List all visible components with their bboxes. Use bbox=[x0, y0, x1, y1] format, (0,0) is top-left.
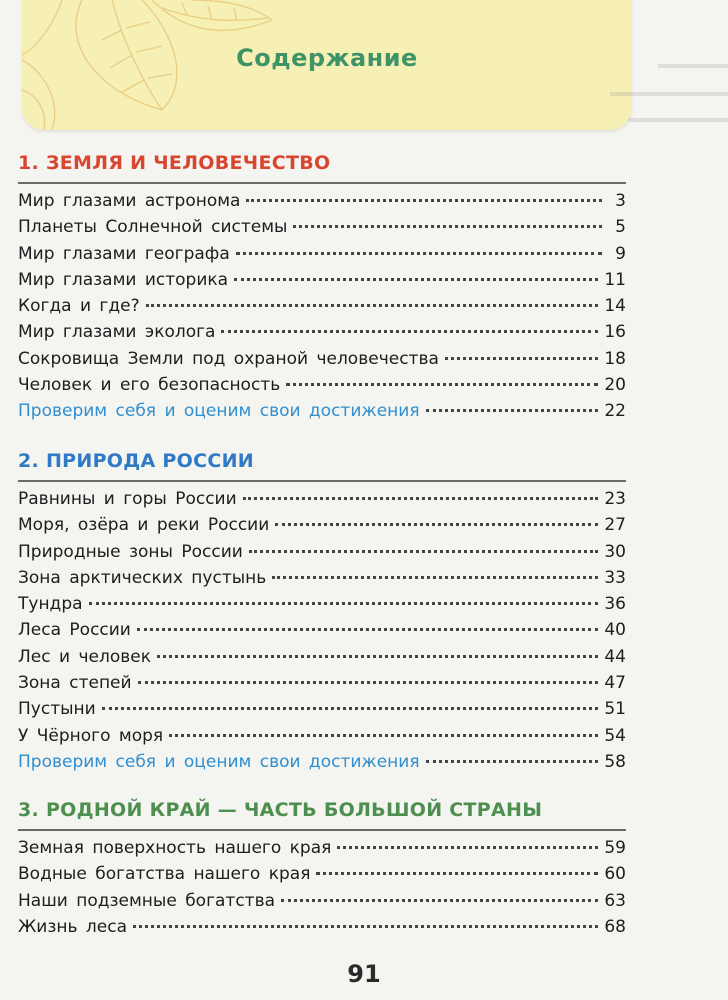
entry-title: Леса России bbox=[18, 620, 131, 641]
section-2 bbox=[18, 446, 626, 775]
section-title: 3. РОДНОЙ КРАЙ — ЧАСТЬ БОЛЬШОЙ СТРАНЫ bbox=[18, 799, 543, 821]
dot-leader bbox=[146, 304, 599, 307]
toc-entry[interactable] bbox=[18, 319, 626, 345]
entry-page-number: 54 bbox=[604, 725, 626, 746]
toc-entry[interactable] bbox=[18, 293, 626, 319]
entry-title: Зона степей bbox=[18, 673, 132, 694]
dot-leader bbox=[138, 681, 599, 684]
entry-title: Планеты Солнечной системы bbox=[18, 217, 288, 238]
toc-entry[interactable] bbox=[18, 617, 626, 643]
dot-leader bbox=[445, 357, 598, 360]
header-band bbox=[22, 0, 632, 130]
entry-title: Проверим себя и оценим свои достижения bbox=[18, 401, 420, 422]
section-rule bbox=[18, 480, 626, 482]
toc-entry[interactable] bbox=[18, 346, 626, 372]
dot-leader bbox=[137, 628, 599, 631]
entry-title: У Чёрного моря bbox=[18, 725, 164, 746]
bleed-through-text bbox=[610, 58, 728, 132]
entry-page-number: 33 bbox=[604, 567, 626, 588]
entry-page-number: 20 bbox=[604, 375, 626, 396]
dot-leader bbox=[272, 576, 598, 579]
entry-page-number: 44 bbox=[604, 646, 626, 667]
entry-page-number: 58 bbox=[604, 751, 626, 772]
toc-entry[interactable] bbox=[18, 914, 626, 940]
dot-leader bbox=[426, 760, 599, 763]
entry-page-number: 51 bbox=[604, 699, 626, 720]
entry-page-number: 16 bbox=[604, 322, 626, 343]
dot-leader bbox=[246, 199, 602, 202]
entry-page-number: 36 bbox=[604, 594, 626, 615]
section-entries bbox=[18, 486, 626, 775]
dot-leader bbox=[337, 846, 598, 849]
toc-entry[interactable] bbox=[18, 372, 626, 398]
dot-leader bbox=[249, 550, 599, 553]
dot-leader bbox=[157, 655, 598, 658]
toc-entry[interactable] bbox=[18, 835, 626, 861]
dot-leader bbox=[169, 734, 598, 737]
dot-leader bbox=[426, 409, 599, 412]
entry-title: Земная поверхность нашего края bbox=[18, 838, 332, 858]
dot-leader bbox=[316, 872, 598, 875]
entry-title: Наши подземные богатства bbox=[18, 890, 276, 911]
section-entries bbox=[18, 835, 626, 940]
toc-entry[interactable] bbox=[18, 861, 626, 887]
toc-entry[interactable] bbox=[18, 539, 626, 565]
entry-page-number: 9 bbox=[615, 243, 626, 264]
entry-title: Сокровища Земли под охраной человечества bbox=[18, 348, 439, 369]
dot-leader bbox=[281, 899, 598, 902]
section-title: 2. ПРИРОДА РОССИИ bbox=[18, 450, 254, 472]
section-1 bbox=[18, 148, 626, 425]
toc-entry[interactable] bbox=[18, 723, 626, 749]
section-3 bbox=[18, 795, 626, 940]
dot-leader bbox=[293, 225, 602, 228]
toc-entry[interactable] bbox=[18, 512, 626, 538]
toc-entry[interactable] bbox=[18, 565, 626, 591]
entry-page-number: 60 bbox=[604, 864, 626, 885]
entry-page-number: 22 bbox=[604, 401, 626, 422]
entry-title: Проверим себя и оценим свои достижения bbox=[18, 751, 420, 772]
section-entries bbox=[18, 188, 626, 425]
toc-entry[interactable] bbox=[18, 670, 626, 696]
section-title: 1. ЗЕМЛЯ И ЧЕЛОВЕЧЕСТВО bbox=[18, 152, 331, 174]
toc-entry-review[interactable] bbox=[18, 398, 626, 424]
entry-page-number: 18 bbox=[604, 348, 626, 369]
entry-page-number: 30 bbox=[604, 541, 626, 562]
entry-page-number: 5 bbox=[615, 217, 626, 238]
entry-title: Лес и человек bbox=[18, 646, 151, 667]
entry-title: Тундра bbox=[18, 594, 83, 615]
page-number: 91 bbox=[347, 960, 381, 988]
toc-entry[interactable] bbox=[18, 696, 626, 722]
toc-entry[interactable] bbox=[18, 486, 626, 512]
entry-title: Зона арктических пустынь bbox=[18, 567, 267, 588]
entry-title: Водные богатства нашего края bbox=[18, 864, 311, 885]
entry-title: Природные зоны России bbox=[18, 541, 243, 562]
toc-entry[interactable] bbox=[18, 188, 626, 214]
entry-page-number: 14 bbox=[604, 296, 626, 317]
dot-leader bbox=[236, 252, 602, 255]
entry-title: Когда и где? bbox=[18, 296, 140, 317]
entry-page-number: 63 bbox=[604, 890, 626, 911]
entry-page-number: 47 bbox=[604, 673, 626, 694]
dot-leader bbox=[234, 278, 598, 281]
entry-title: Пустыни bbox=[18, 699, 96, 720]
entry-title: Моря, озёра и реки России bbox=[18, 515, 270, 536]
dot-leader bbox=[275, 523, 598, 526]
entry-title: Жизнь леса bbox=[18, 916, 128, 937]
toc-entry[interactable] bbox=[18, 214, 626, 240]
entry-title: Мир глазами географа bbox=[18, 243, 230, 264]
entry-page-number: 23 bbox=[604, 489, 626, 509]
dot-leader bbox=[133, 925, 598, 928]
dot-leader bbox=[89, 602, 599, 605]
toc-entry[interactable] bbox=[18, 644, 626, 670]
entry-page-number: 27 bbox=[604, 515, 626, 536]
entry-title: Равнины и горы России bbox=[18, 489, 237, 509]
entry-page-number: 68 bbox=[604, 916, 626, 937]
dot-leader bbox=[286, 383, 598, 386]
toc-entry-review[interactable] bbox=[18, 749, 626, 775]
section-rule bbox=[18, 829, 626, 831]
entry-title: Человек и его безопасность bbox=[18, 375, 281, 396]
section-rule bbox=[18, 182, 626, 184]
entry-title: Мир глазами эколога bbox=[18, 322, 216, 343]
toc-entry[interactable] bbox=[18, 888, 626, 914]
toc-entry[interactable] bbox=[18, 591, 626, 617]
entry-page-number: 59 bbox=[604, 838, 626, 858]
entry-title: Мир глазами историка bbox=[18, 269, 229, 290]
page-title: Содержание bbox=[236, 44, 418, 72]
dot-leader bbox=[102, 707, 599, 710]
entry-page-number: 3 bbox=[615, 191, 626, 211]
toc-entry[interactable] bbox=[18, 267, 626, 293]
entry-page-number: 11 bbox=[604, 269, 626, 290]
dot-leader bbox=[243, 497, 599, 500]
entry-title: Мир глазами астронома bbox=[18, 191, 241, 211]
entry-page-number: 40 bbox=[604, 620, 626, 641]
toc-entry[interactable] bbox=[18, 241, 626, 267]
dot-leader bbox=[221, 330, 598, 333]
